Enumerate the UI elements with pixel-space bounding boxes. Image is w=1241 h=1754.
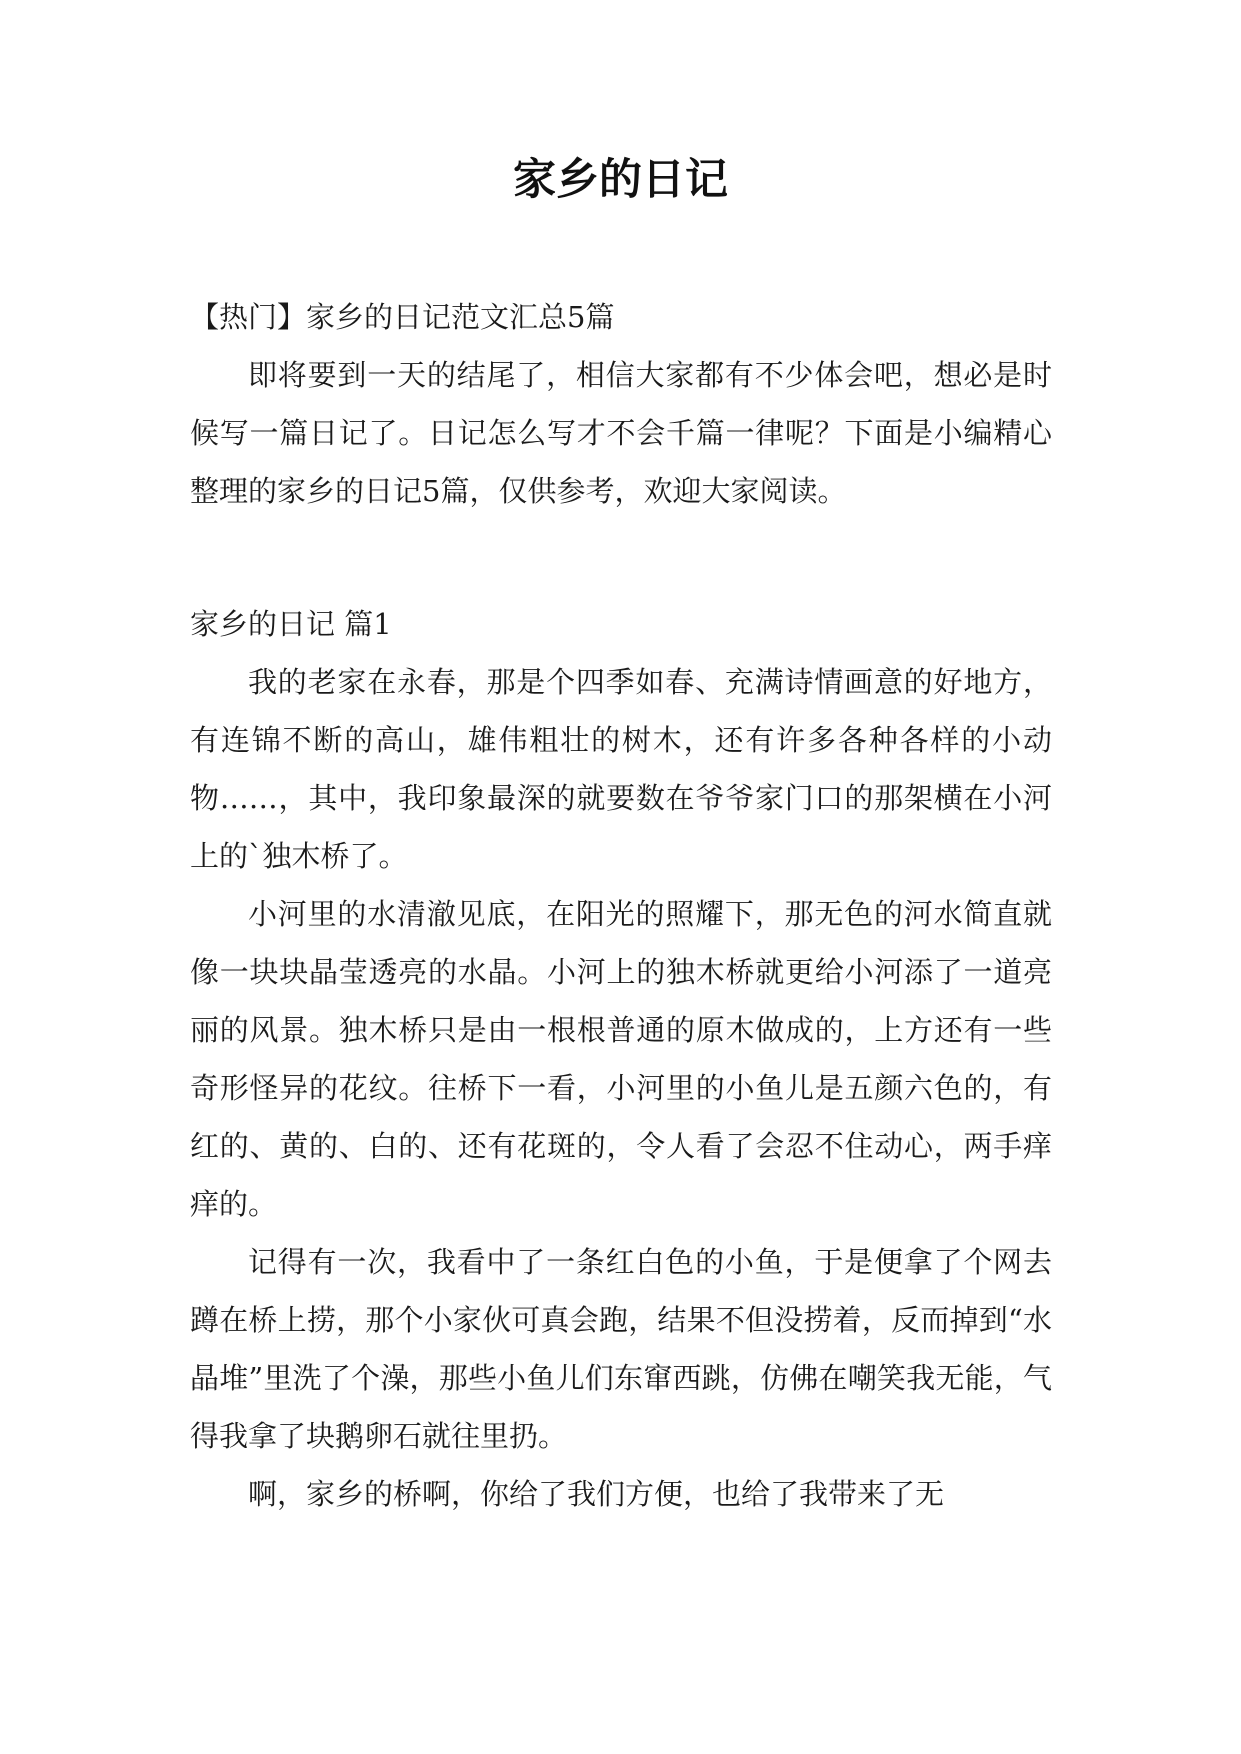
paragraph: 啊，家乡的桥啊，你给了我们方便，也给了我带来了无 bbox=[248, 1477, 945, 1511]
paragraph: 记得有一次，我看中了一条红白色的小鱼，于是便拿了个网去蹲在桥上捞，那个小家伙可真会跑，结果不但没捞着，反而掉到“水晶堆”里洗了个澡，那些小鱼儿们东窜西跳，仿佛在嘲笑我无能，气得我拿了块鹅卵石就往里扔。 bbox=[190, 1245, 1052, 1453]
intro-paragraph: 即将要到一天的结尾了，相信大家都有不少体会吧，想必是时候写一篇日记了。日记怎么写才不会千篇一律呢？下面是小编精心整理的家乡的日记5篇，仅供参考，欢迎大家阅读。 bbox=[190, 358, 1052, 508]
paragraph: 我的老家在永春，那是个四季如春、充满诗情画意的好地方，有连锦不断的高山，雄伟粗壮的树木，还有许多各种各样的小动物……，其中，我印象最深的就要数在爷爷家门口的那架横在小河上的`独木桥了。 bbox=[190, 665, 1052, 873]
document-body bbox=[190, 288, 1052, 1523]
document-title: 家乡的日记 bbox=[513, 155, 728, 205]
document-subtitle: 【热门】家乡的日记范文汇总5篇 bbox=[190, 300, 615, 334]
section-heading: 家乡的日记 篇1 bbox=[190, 607, 392, 641]
paragraph: 小河里的水清澈见底，在阳光的照耀下，那无色的河水简直就像一块块晶莹透亮的水晶。小河上的独木桥就更给小河添了一道亮丽的风景。独木桥只是由一根根普通的原木做成的，上方还有一些奇形怪异的花纹。往桥下一看，小河里的小鱼儿是五颜六色的，有红的、黄的、白的、还有花斑的，令人看了会忍不住动心，两手痒痒的。 bbox=[190, 897, 1052, 1221]
